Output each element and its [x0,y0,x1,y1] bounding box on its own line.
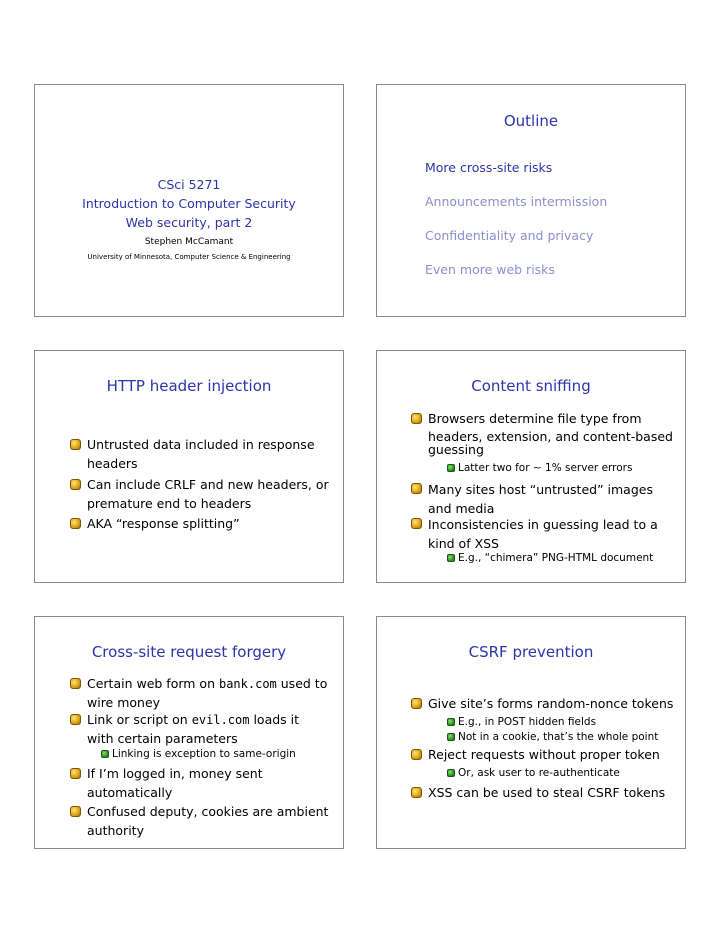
outline-item: Confidentiality and privacy [425,228,594,243]
bullet: Confused deputy, cookies are ambient authority [70,803,328,840]
sub-bullet: E.g., in POST hidden fields [447,715,596,729]
bullet-icon [70,768,81,779]
bullet-icon [70,479,81,490]
course-name: Introduction to Computer Security [82,196,296,211]
slide-csrf-prevention [376,616,686,849]
outline-item: Even more web risks [425,262,555,277]
bullet: Certain web form on bank.com used to wire money [70,675,327,712]
bullet: Reject requests without proper token [411,746,660,765]
sub-bullet: Or, ask user to re-authenticate [447,766,620,780]
bullet-icon [70,806,81,817]
slide-content-sniffing [376,350,686,583]
slide-title-text: Outline [503,112,559,130]
slide-http-header-injection [34,350,344,583]
slide-title-text: HTTP header injection [106,377,272,395]
bullet: Link or script on evil.com loads it with certain parameters [70,711,299,748]
sub-bullet-icon [447,554,455,562]
bullet-icon [411,698,422,709]
sub-bullet-icon [447,464,455,472]
bullet-icon [70,678,81,689]
domain-evil: evil.com [191,713,250,727]
outline-item: More cross-site risks [425,160,553,175]
bullet-icon [70,714,81,725]
bullet-icon [411,787,422,798]
sub-bullet: Latter two for ∼ 1% server errors [447,461,632,475]
bullet: XSS can be used to steal CSRF tokens [411,784,665,803]
domain-bank: bank.com [218,677,277,691]
sub-bullet-icon [447,718,455,726]
bullet: Can include CRLF and new headers, or premature end to headers [70,476,329,513]
slide-title-text: Cross-site request forgery [91,643,287,661]
sub-bullet: Not in a cookie, that’s the whole point [447,730,658,744]
title-block [35,175,343,232]
bullet-icon [70,518,81,529]
author: Stephen McCamant [144,237,234,247]
bullet: Give site’s forms random-nonce tokens [411,695,673,714]
sub-bullet-icon [447,733,455,741]
slide-csrf [34,616,344,849]
lecture-title: Web security, part 2 [125,215,253,230]
bullet: Untrusted data included in response headers [70,436,315,473]
bullet: Browsers determine file type from headers, extension, and content-based guessing [411,410,673,459]
slide-title [34,84,344,317]
sub-bullet-icon [101,750,109,758]
course-number: CSci 5271 [157,177,221,192]
bullet: Inconsistencies in guessing lead to a kind of XSS [411,515,658,553]
bullet-icon [411,749,422,760]
bullet: Many sites host “untrusted” images and media [411,480,653,518]
sub-bullet: Linking is exception to same-origin [101,747,296,761]
slide-outline [376,84,686,317]
affiliation: University of Minnesota, Computer Science & Engineering [87,253,291,261]
outline-item: Announcements intermission [425,194,608,209]
bullet: AKA “response splitting” [70,515,240,534]
sub-bullet: E.g., “chimera” PNG-HTML document [447,551,653,565]
slide-title-text: CSRF prevention [468,643,594,661]
bullet-icon [411,413,422,424]
slide-title-text: Content sniffing [471,377,591,395]
bullet-icon [70,439,81,450]
bullet-icon [411,483,422,494]
bullet-icon [411,518,422,529]
sub-bullet-icon [447,769,455,777]
bullet: If I’m logged in, money sent automatically [70,765,263,802]
